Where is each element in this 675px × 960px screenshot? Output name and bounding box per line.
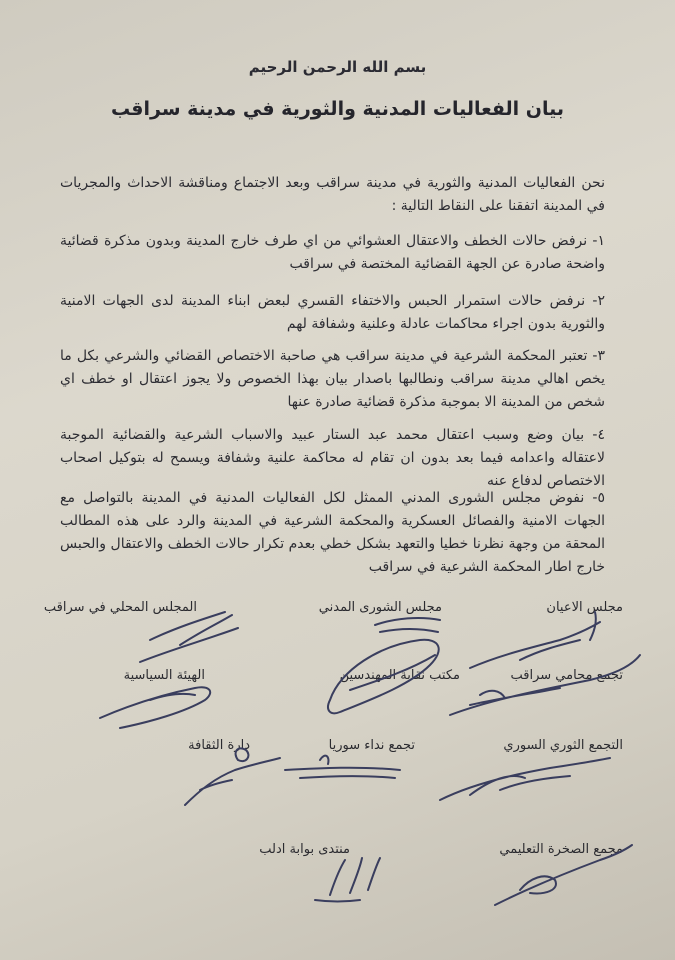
signatory-sakhra-educational-complex: مجمع الصخرة التعليمي	[499, 842, 623, 857]
signatory-political-body: الهيئة السياسية	[123, 668, 205, 683]
point-2: ٢- نرفض حالات استمرار الحبس والاختفاء القسري لبعض ابناء المدينة لدى الجهات الامنية والثورية بدون اجراء محاكمات عادلة وعلنية وشفافة لهم	[60, 293, 605, 332]
point-5: ٥- نفوض مجلس الشورى المدني الممثل لكل الفعاليات المدنية في المدينة بالتواصل مع الجهات الامنية والفصائل العسكرية والمحكمة الشرعية في المدينة والرد على هذه المطالب المحقة من وجهة نظرنا خطيا والتعهد بشكل خطي بعدم تكرار حالات الخطف والاعتقال والحبس خارج اطار المحكمة الشرعية في سراقب	[60, 490, 605, 575]
signatory-syrian-revolutionary-gathering: التجمع الثوري السوري	[503, 738, 623, 753]
signatory-culture-house: دارة الثقافة	[188, 738, 250, 753]
intro-paragraph: نحن الفعاليات المدنية والثورية في مدينة سراقب وبعد الاجتماع ومناقشة الاحداث والمجريات في المدينة اتفقنا على النقاط التالية :	[60, 175, 605, 214]
point-1: ١- نرفض حالات الخطف والاعتقال العشوائي من اي طرف خارج المدينة وبدون مذكرة قضائية واضحة صادرة عن الجهة القضائية المختصة في سراقب	[60, 233, 605, 272]
signatory-local-council: المجلس المحلي في سراقب	[43, 600, 197, 615]
signatory-civil-shura-council: مجلس الشورى المدني	[318, 600, 442, 615]
signatory-notables-council: مجلس الاعيان	[546, 600, 623, 615]
signatory-syria-call-gathering: تجمع نداء سوريا	[328, 738, 415, 753]
document-title: بيان الفعاليات المدنية والثورية في مدينة سراقب	[110, 98, 565, 120]
point-3: ٣- تعتبر المحكمة الشرعية في مدينة سراقب هي صاحبة الاختصاص القضائي والشرعي بكل ما يخص اهالي مدينة سراقب ونطالبها باصدار بيان بهذا الخصوص ولا يجوز اعتقال او خطف اي شخص من المدينة الا بموجبة مذكرة قضائية صادرة عنها	[60, 348, 605, 410]
signatory-lawyers-gathering: تجمع محامي سراقب	[510, 668, 623, 683]
signatory-idlib-gate-forum: منتدى بوابة ادلب	[259, 842, 350, 857]
basmala: بسم الله الرحمن الرحيم	[248, 58, 427, 76]
signatory-engineers-syndicate: مكتب نقابة المهندسين	[339, 668, 460, 683]
point-4: ٤- بيان وضع وسبب اعتقال محمد عبد الستار عبيد والاسباب الشرعية والقضائية الموجبة لاعتقاله واعدامه فيما بعد بدون ان تقام له محاكمة علنية وشفافة ويسمح له بتوكيل اصحاب الاختصاص لدفاع عنه	[60, 427, 605, 489]
